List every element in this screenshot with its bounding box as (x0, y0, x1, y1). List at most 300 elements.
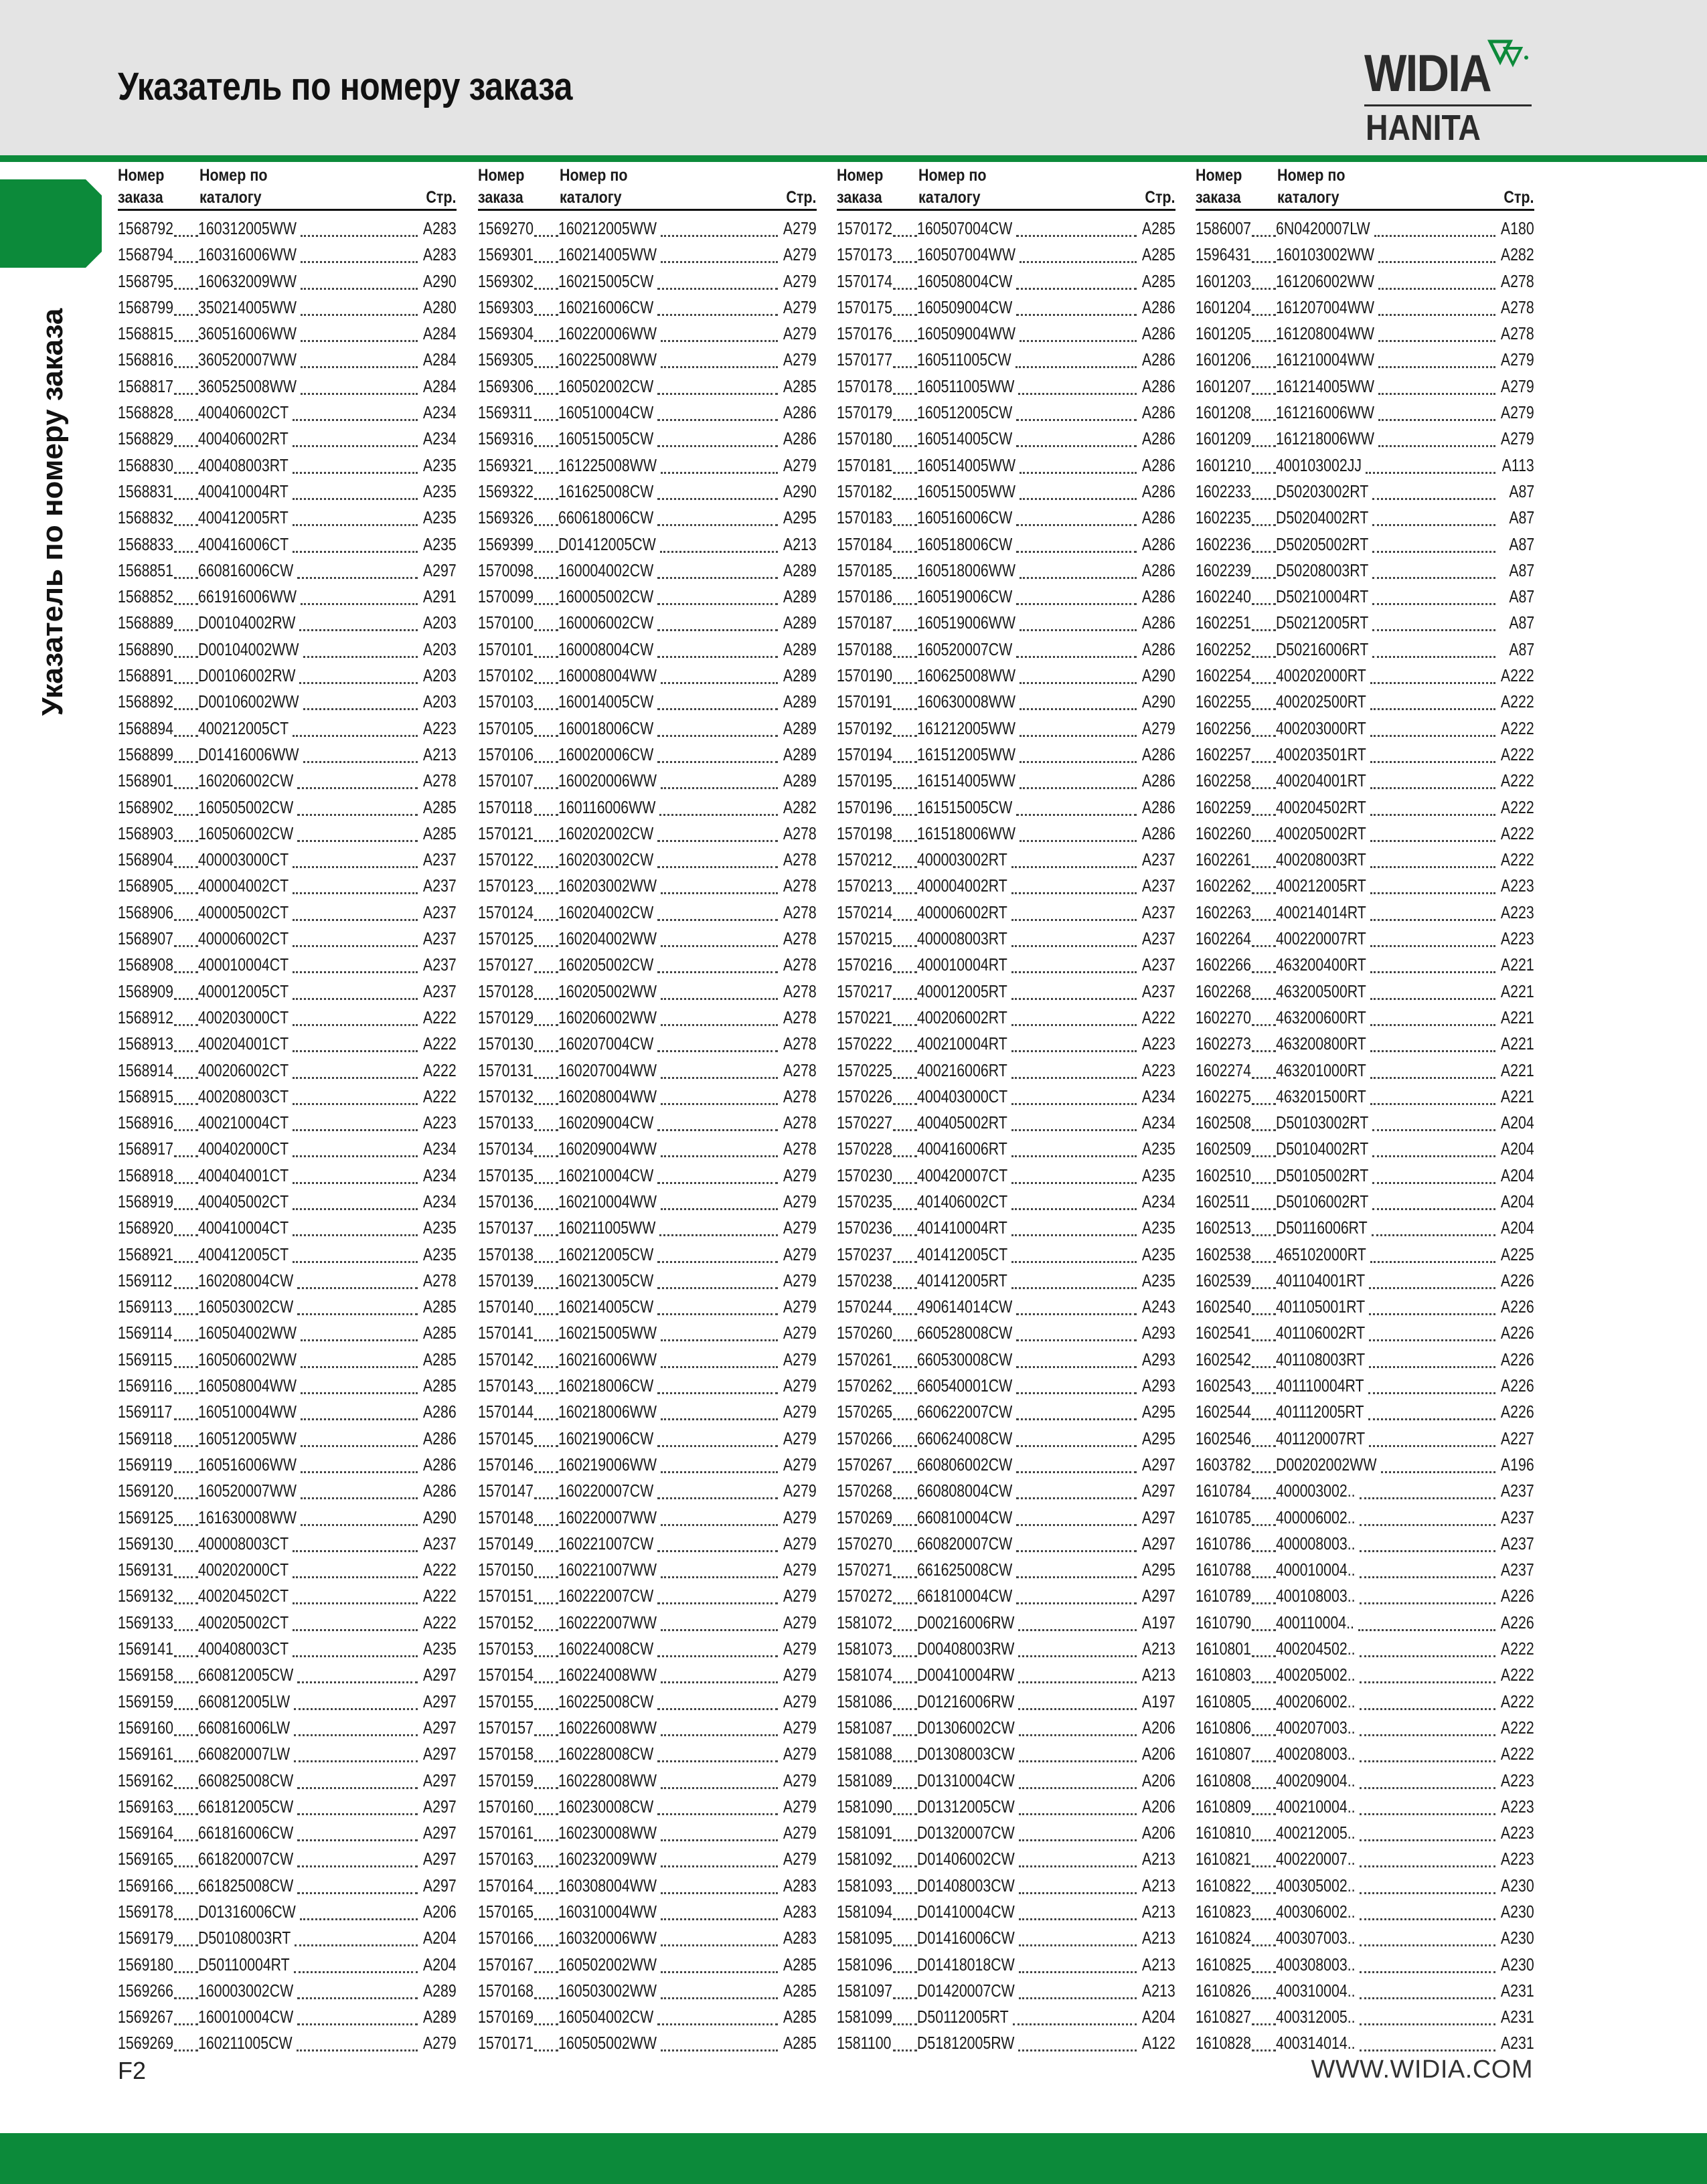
table-row (478, 400, 817, 426)
dot-leader (1011, 1268, 1137, 1289)
dot-leader (1016, 1531, 1137, 1552)
table-row (478, 558, 817, 584)
dot-leader (893, 426, 917, 447)
table-row (478, 1820, 817, 1846)
table-row (118, 400, 457, 426)
table-row (478, 1846, 817, 1872)
dot-leader (1370, 952, 1495, 973)
catalog-number: 660812005LW (198, 1691, 291, 1711)
table-row (118, 1925, 457, 1951)
table-row (837, 400, 1175, 426)
dot-leader (661, 1005, 778, 1026)
table-row (1196, 1373, 1534, 1399)
dot-leader (893, 479, 917, 500)
dot-leader (893, 268, 917, 290)
dot-leader (174, 716, 198, 737)
table-row (1196, 1058, 1534, 1084)
table-row (1196, 1794, 1534, 1820)
catalog-number: 400412005RT (198, 507, 289, 528)
page-ref: A122 (1142, 2033, 1175, 2053)
table-row (478, 1110, 817, 1136)
dot-leader (174, 1189, 198, 1210)
table-row (1196, 558, 1534, 584)
table-row (478, 742, 817, 768)
table-row (118, 452, 457, 479)
page-ref: A289 (783, 665, 817, 686)
page-ref: A213 (1142, 1980, 1175, 2001)
table-row (478, 821, 817, 847)
order-number: 1569141 (118, 1639, 174, 1659)
table-row (478, 505, 817, 531)
catalog-number: 400003000CT (198, 849, 289, 870)
order-number: 1581096 (837, 1954, 893, 1975)
order-number: 1570141 (478, 1323, 534, 1343)
dot-leader (534, 900, 558, 921)
dot-leader (893, 2004, 917, 2025)
dot-leader (534, 1242, 558, 1263)
catalog-number: 160008004WW (558, 665, 657, 686)
order-number: 1569269 (118, 2033, 174, 2053)
catalog-number: 161207004WW (1276, 297, 1374, 317)
dot-leader (1252, 1583, 1276, 1604)
catalog-number: 400405002CT (198, 1191, 289, 1211)
order-number: 1570214 (837, 902, 893, 922)
table-row (478, 1952, 817, 1978)
index-column (1196, 165, 1534, 2057)
page-ref: A278 (1501, 323, 1534, 344)
dot-leader (297, 2004, 418, 2025)
dot-leader (534, 689, 558, 710)
dot-leader (534, 952, 558, 973)
page-ref: A297 (423, 1875, 457, 1896)
dot-leader (657, 1478, 778, 1499)
dot-leader (893, 242, 917, 263)
order-number: 1569399 (478, 533, 534, 554)
dot-leader (174, 373, 198, 395)
page-ref: A279 (783, 1217, 817, 1238)
dot-leader (1020, 821, 1137, 842)
order-number: 1569166 (118, 1875, 174, 1896)
order-number: 1570192 (837, 718, 893, 738)
order-number: 1570167 (478, 1954, 534, 1975)
page-ref: A222 (423, 1586, 457, 1606)
table-row (478, 663, 817, 689)
table-row (118, 268, 457, 295)
table-row (1196, 1189, 1534, 1215)
catalog-number-header: Номер по каталогу (560, 166, 628, 207)
catalog-number: 400110004.. (1276, 1612, 1354, 1632)
page-ref: A278 (783, 928, 817, 949)
page-ref: A285 (1142, 218, 1175, 238)
dot-leader (657, 1373, 778, 1394)
order-number-header: Номер заказа (478, 166, 525, 207)
table-row (118, 1741, 457, 1767)
dot-leader (534, 768, 558, 789)
table-row (1196, 742, 1534, 768)
dot-leader (1252, 347, 1276, 368)
catalog-number: 160221007WW (558, 1560, 657, 1580)
dot-leader (293, 873, 418, 894)
index-column (478, 165, 817, 2057)
dot-leader (174, 1373, 198, 1394)
order-number: 1570168 (478, 1980, 534, 2001)
page-ref: A279 (783, 1270, 817, 1290)
page-ref: A222 (423, 1033, 457, 1054)
table-row (118, 321, 457, 347)
page-ref: A286 (1142, 375, 1175, 396)
table-row (118, 1399, 457, 1425)
dot-leader (174, 1242, 198, 1263)
table-row (1196, 1215, 1534, 1241)
catalog-number: 400212005.. (1276, 1823, 1356, 1843)
catalog-number: 400204001RT (1276, 770, 1366, 791)
catalog-number: 400208003RT (1276, 849, 1366, 870)
page-ref: A278 (1501, 297, 1534, 317)
order-number: 1570136 (478, 1191, 534, 1211)
dot-leader (1368, 1373, 1495, 1394)
order-number: 1570216 (837, 954, 893, 975)
catalog-number: D50212005RT (1276, 612, 1369, 633)
page-ref: A286 (423, 1402, 457, 1422)
table-row (118, 1110, 457, 1136)
page-ref: A279 (1501, 402, 1534, 423)
page-ref: A237 (1142, 981, 1175, 1001)
order-number: 1601209 (1196, 428, 1252, 449)
page-ref: A290 (783, 481, 817, 501)
catalog-number: D01310004CW (917, 1770, 1015, 1790)
catalog-number: 400314014.. (1276, 2033, 1356, 2053)
catalog-number: 160221007CW (558, 1533, 654, 1553)
order-number: 1570261 (837, 1349, 893, 1369)
page-ref: A204 (1501, 1139, 1534, 1159)
order-number: 1570174 (837, 270, 893, 291)
order-number: 1602543 (1196, 1375, 1252, 1396)
catalog-number: 160502002CW (558, 375, 654, 396)
catalog-number: 160226008WW (558, 1717, 657, 1738)
table-row (478, 1478, 817, 1504)
table-row (837, 1084, 1175, 1110)
dot-leader (893, 610, 917, 631)
dot-leader (174, 1426, 198, 1447)
order-number: 1570139 (478, 1270, 534, 1290)
catalog-number: D50105002RT (1276, 1165, 1369, 1185)
dot-leader (893, 400, 917, 421)
catalog-number: D51812005RW (917, 2033, 1015, 2053)
catalog-number: 401406002CT (917, 1191, 1008, 1211)
catalog-number: 400004002CT (198, 875, 289, 896)
page-ref: A206 (1142, 1823, 1175, 1843)
order-number: 1570103 (478, 691, 534, 712)
order-number: 1581091 (837, 1823, 893, 1843)
dot-leader (174, 1347, 198, 1368)
table-row (1196, 452, 1534, 479)
order-number: 1570128 (478, 981, 534, 1001)
catalog-number: 400004002RT (917, 875, 1007, 896)
page-ref: A237 (423, 849, 457, 870)
order-number: 1581097 (837, 1980, 893, 2001)
catalog-number: 160519006WW (917, 612, 1015, 633)
dot-leader (293, 1136, 418, 1157)
table-row (837, 1294, 1175, 1320)
page-ref: A286 (1142, 428, 1175, 449)
dot-leader (893, 1084, 917, 1105)
catalog-number: 400410004RT (198, 481, 289, 501)
page-ref: A286 (423, 1454, 457, 1475)
dot-leader (293, 1557, 418, 1578)
page-ref: A203 (423, 691, 457, 712)
page-ref: A297 (1142, 1454, 1175, 1475)
dot-leader (1019, 1820, 1137, 1841)
dot-leader (1016, 1478, 1137, 1499)
table-row (118, 1820, 457, 1846)
order-number: 1568794 (118, 244, 174, 265)
dot-leader (1370, 979, 1495, 1000)
table-row (118, 610, 457, 636)
catalog-number: D50210004RT (1276, 586, 1369, 607)
dot-leader (174, 216, 198, 237)
table-row (837, 558, 1175, 584)
dot-leader (174, 742, 198, 763)
table-row (118, 347, 457, 373)
order-number: 1568890 (118, 639, 174, 659)
table-row (837, 1794, 1175, 1820)
page-ref: A283 (783, 1928, 817, 1948)
dot-leader (1360, 2030, 1495, 2051)
table-row (118, 295, 457, 321)
column-header (1196, 165, 1534, 211)
dot-leader (293, 1163, 418, 1184)
order-number: 1569302 (478, 270, 534, 291)
dot-leader (1369, 1268, 1495, 1289)
table-row (1196, 505, 1534, 531)
dot-leader (1372, 558, 1495, 579)
table-row (118, 1557, 457, 1583)
page-ref: A295 (1142, 1402, 1175, 1422)
page-ref: A282 (783, 796, 817, 817)
table-row (478, 1242, 817, 1268)
table-row (1196, 268, 1534, 295)
dot-leader (534, 1294, 558, 1315)
dot-leader (1252, 1662, 1276, 1683)
page-ref: A291 (423, 586, 457, 607)
order-number: 1569113 (118, 1296, 173, 1317)
catalog-number: 160210004WW (558, 1191, 657, 1211)
table-row (837, 873, 1175, 899)
order-number: 1569115 (118, 1349, 173, 1369)
page-ref: A279 (783, 1481, 817, 1501)
table-row (118, 742, 457, 768)
dot-leader (301, 1399, 418, 1420)
table-row (478, 768, 817, 794)
page-ref: A204 (1501, 1217, 1534, 1238)
dot-leader (1011, 1136, 1137, 1157)
order-number: 1569160 (118, 1717, 174, 1738)
page-ref: A235 (1142, 1244, 1175, 1264)
order-number: 1568852 (118, 586, 174, 607)
dot-leader (1013, 2004, 1137, 2025)
order-number: 1602261 (1196, 849, 1252, 870)
catalog-number: 160224008CW (558, 1639, 654, 1659)
dot-leader (661, 1925, 778, 1946)
table-row (478, 1426, 817, 1452)
page-ref: A206 (423, 1902, 457, 1922)
dot-leader (1370, 742, 1495, 763)
column-header (118, 165, 457, 211)
dot-leader (1370, 794, 1495, 816)
table-row (837, 1320, 1175, 1346)
order-number: 1602235 (1196, 507, 1252, 528)
dot-leader (893, 1636, 917, 1657)
order-number: 1569132 (118, 1586, 174, 1606)
catalog-number: D50203002RT (1276, 481, 1369, 501)
page-ref: A237 (1501, 1507, 1534, 1527)
website-link[interactable]: WWW.WIDIA.COM (1311, 2055, 1533, 2084)
page-ref: A221 (1501, 1060, 1534, 1080)
order-number: 1581100 (837, 2033, 892, 2053)
table-row (1196, 531, 1534, 558)
catalog-number: 160225008WW (558, 349, 657, 370)
table-row (1196, 1952, 1534, 1978)
table-row (118, 1005, 457, 1031)
table-row (1196, 426, 1534, 452)
dot-leader (1252, 979, 1276, 1000)
dot-leader (1018, 1610, 1137, 1631)
dot-leader (293, 1215, 418, 1236)
catalog-number: 360516006WW (198, 323, 297, 344)
dot-leader (1252, 1268, 1276, 1289)
catalog-number: 161630008WW (198, 1507, 297, 1527)
dot-leader (1016, 505, 1137, 526)
order-number: 1568904 (118, 849, 174, 870)
page-ref: A231 (1501, 2007, 1534, 2027)
catalog-number: 463200500RT (1276, 981, 1366, 1001)
dot-leader (893, 1583, 917, 1604)
catalog-number: 160310004WW (558, 1902, 657, 1922)
page-ref: A204 (1501, 1191, 1534, 1211)
order-number: 1570169 (478, 2007, 534, 2027)
catalog-number: 400204502CT (198, 1586, 289, 1606)
catalog-number: 160004002CW (558, 560, 654, 580)
order-number: 1569112 (118, 1270, 173, 1290)
page-ref: A243 (1142, 1296, 1175, 1317)
dot-leader (661, 1505, 778, 1526)
dot-leader (657, 1689, 778, 1710)
page-ref: A237 (423, 1533, 457, 1553)
dot-leader (661, 1873, 778, 1894)
catalog-number: 160316006WW (198, 244, 297, 265)
dot-leader (293, 900, 418, 921)
page-ref: A206 (1142, 1770, 1175, 1790)
catalog-number: 400408003RT (198, 454, 289, 475)
dot-leader (1019, 1741, 1137, 1762)
page-ref: A237 (1142, 875, 1175, 896)
order-number: 1568905 (118, 875, 174, 896)
order-number: 1610823 (1196, 1902, 1252, 1922)
table-row (1196, 1478, 1534, 1504)
dot-leader (1018, 1662, 1137, 1683)
dot-leader (1360, 2004, 1495, 2025)
page-ref: A285 (423, 796, 457, 817)
dot-leader (1252, 637, 1276, 658)
order-number: 1570133 (478, 1112, 534, 1133)
order-number: 1568919 (118, 1191, 174, 1211)
dot-leader (893, 873, 917, 894)
catalog-number: 160503002WW (558, 1980, 657, 2001)
page-ref: A204 (423, 1928, 457, 1948)
dot-leader (893, 637, 917, 658)
catalog-number: 160216006CW (558, 297, 654, 317)
dot-leader (294, 1741, 418, 1762)
catalog-number: 160516006WW (198, 1454, 297, 1475)
order-number: 1570148 (478, 1507, 534, 1527)
catalog-number: 160203002CW (558, 849, 654, 870)
page-ref: A289 (783, 612, 817, 633)
dot-leader (534, 373, 558, 395)
order-number: 1570190 (837, 665, 893, 686)
dot-leader (534, 1531, 558, 1552)
table-row (1196, 1031, 1534, 1057)
order-number: 1568799 (118, 297, 174, 317)
order-number: 1570260 (837, 1323, 893, 1343)
dot-leader (534, 1268, 558, 1289)
dot-leader (661, 242, 778, 263)
catalog-number: D00106002RW (198, 665, 296, 686)
table-row (478, 452, 817, 479)
table-row (118, 373, 457, 400)
dot-leader (1252, 1978, 1276, 1999)
dot-leader (301, 268, 418, 290)
dot-leader (1020, 716, 1137, 737)
dot-leader (1378, 295, 1495, 316)
catalog-number: 160014005CW (558, 691, 654, 712)
page-ref: A290 (423, 270, 457, 291)
dot-leader (1252, 1136, 1276, 1157)
page-ref: A235 (423, 454, 457, 475)
dot-leader (1016, 1294, 1137, 1315)
dot-leader (534, 1978, 558, 1999)
table-row (1196, 1005, 1534, 1031)
dot-leader (661, 1662, 778, 1683)
catalog-number: 160018006CW (558, 718, 654, 738)
dot-leader (1252, 479, 1276, 500)
widia-hanita-logo (1364, 37, 1538, 151)
page-ref: A283 (783, 1902, 817, 1922)
page-ref: A234 (1142, 1112, 1175, 1133)
catalog-number: 360520007WW (198, 349, 297, 370)
catalog-number: D50216006RT (1276, 639, 1369, 659)
catalog-number: 160220006WW (558, 323, 657, 344)
dot-leader (534, 794, 558, 816)
page-ref: A204 (423, 1954, 457, 1975)
page-ref: A204 (1142, 2007, 1175, 2027)
catalog-number: 160205002WW (558, 981, 657, 1001)
catalog-number: 400206002RT (917, 1007, 1007, 1027)
dot-leader (1252, 295, 1276, 316)
order-number: 1569161 (118, 1744, 174, 1764)
dot-leader (661, 1136, 778, 1157)
dot-leader (1372, 1215, 1495, 1236)
dot-leader (293, 1031, 418, 1052)
page-ref: A221 (1501, 981, 1534, 1001)
table-row (1196, 400, 1534, 426)
catalog-number: 160515005WW (917, 481, 1015, 501)
catalog-number: 401104001RT (1276, 1270, 1366, 1290)
page-ref: A293 (1142, 1375, 1175, 1396)
catalog-number-header: Номер по каталогу (918, 166, 987, 207)
catalog-number: 400006002RT (917, 902, 1007, 922)
dot-leader (1016, 1583, 1137, 1604)
dot-leader (293, 1005, 418, 1026)
